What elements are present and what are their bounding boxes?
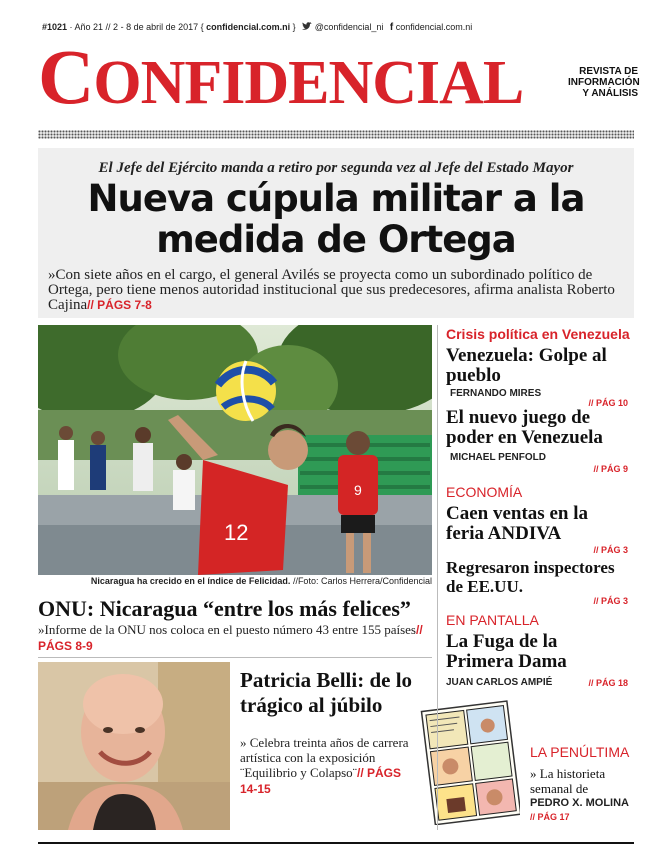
lead-deck (48, 268, 628, 313)
andiva-page[interactable]: // PÁG 3 (593, 545, 628, 555)
venezuela-section (446, 326, 636, 342)
jersey-number-2: 9 (354, 482, 362, 498)
masthead-initial: C (38, 33, 94, 120)
author-juan-carlos-ampie: JUAN CARLOS AMPIÉ (446, 677, 553, 688)
belli-deck-text: » Celebra treinta años de carrera artística con la exposición ¨Equilibrio y Colapso¨ (240, 735, 409, 780)
venezuela-golpe-headline[interactable]: Venezuela: Golpe al pueblo (446, 345, 607, 386)
belli-page-ref[interactable]: // PÁGS 14-15 (240, 766, 402, 796)
belli-headline[interactable]: Patricia Belli: de lo trágico al júbilo (240, 668, 413, 717)
onu-deck-text: »Informe de la ONU nos coloca en el puesto número 43 entre 155 países (38, 622, 416, 637)
penultima-deck (530, 766, 634, 811)
venezuela-section-label: Crisis política en Venezuela (446, 326, 630, 342)
penultima-page[interactable]: // PÁG 17 (530, 812, 570, 822)
volleyball-photo (38, 325, 432, 575)
photo-caption (60, 576, 432, 586)
issue-details: · Año 21 // 2 - 8 de abril de 2017 { (67, 22, 204, 32)
onu-headline[interactable]: ONU: Nicaragua “entre los más felices” (38, 596, 411, 621)
author-michael-penfold: MICHAEL PENFOLD (450, 452, 546, 463)
lead-headline-line: Nueva cúpula militar a la (87, 177, 585, 220)
inspectores-headline[interactable]: Regresaron inspectores de EE.UU. (446, 558, 615, 596)
belli-deck (240, 735, 410, 797)
facebook-icon: f (389, 22, 394, 33)
twitter-icon (302, 22, 312, 31)
caption-main: Nicaragua ha crecido en el índice de Felicidad. (90, 576, 291, 586)
lead-deck-text: »Con siete años en el cargo, el general Avilés se proyecta como un subordinado político de Ortega, pero tiene menos autoridad institucional que sus predecesores, afirma analista Roberto Cajina (48, 267, 615, 313)
site-link[interactable]: confidencial.com.ni (203, 22, 293, 32)
onu-deck (38, 622, 428, 654)
la-penultima-section-label: LA PENÚLTIMA (530, 744, 630, 760)
author-pedro-x-molina: PEDRO X. MOLINA (530, 797, 630, 809)
twitter-handle[interactable]: @confidencial_ni (312, 22, 384, 32)
dotted-divider (38, 130, 634, 139)
caption-credit: //Foto: Carlos Herrera/Confidencial (290, 576, 432, 586)
jersey-number: 12 (224, 520, 249, 545)
comic-thumbnail[interactable] (420, 700, 520, 825)
issue-bar (42, 22, 634, 33)
fuga-page[interactable]: // PÁG 18 (588, 678, 628, 688)
venezuela-poder-page[interactable]: // PÁG 9 (593, 464, 628, 474)
andiva-headline[interactable]: Caen ventas en la feria ANDIVA (446, 503, 588, 544)
author-fernando-mires: FERNANDO MIRES (450, 388, 542, 399)
patricia-belli-photo (38, 662, 230, 830)
tagline-line: Y ANÁLISIS (582, 88, 638, 99)
bottom-rule (38, 842, 634, 844)
fuga-primera-dama-headline[interactable]: La Fuga de la Primera Dama (446, 631, 567, 672)
venezuela-poder-headline[interactable]: El nuevo juego de poder en Venezuela (446, 407, 603, 448)
lead-kicker: El Jefe del Ejército manda a retiro por segunda vez al Jefe del Estado Mayor (98, 160, 574, 176)
lead-headline-line: medida de Ortega (156, 218, 516, 261)
tagline-line: INFORMACIÓN (568, 77, 640, 88)
economia-section-label: ECONOMÍA (446, 484, 523, 500)
venezuela-golpe-page[interactable]: // PÁG 10 (588, 398, 628, 408)
brace-close: } (292, 22, 296, 32)
masthead-logo (38, 33, 524, 120)
issue-number: #1021 (42, 22, 68, 32)
tagline (568, 66, 638, 99)
masthead-rest: ONFIDENCIAL (93, 49, 524, 117)
lead-headline[interactable] (38, 178, 634, 260)
tagline-line: REVISTA DE (579, 66, 638, 77)
facebook-page[interactable]: confidencial.com.ni (393, 22, 473, 32)
penultima-deck-text: » La historieta semanal de (530, 766, 606, 796)
lead-page-ref[interactable]: // PÁGS 7-8 (87, 298, 152, 312)
en-pantalla-section-label: EN PANTALLA (446, 612, 539, 628)
onu-page-ref[interactable]: // PÁGS 8-9 (38, 623, 423, 653)
column-divider (437, 325, 438, 830)
inspectores-page[interactable]: // PÁG 3 (593, 596, 628, 606)
divider (38, 657, 432, 658)
